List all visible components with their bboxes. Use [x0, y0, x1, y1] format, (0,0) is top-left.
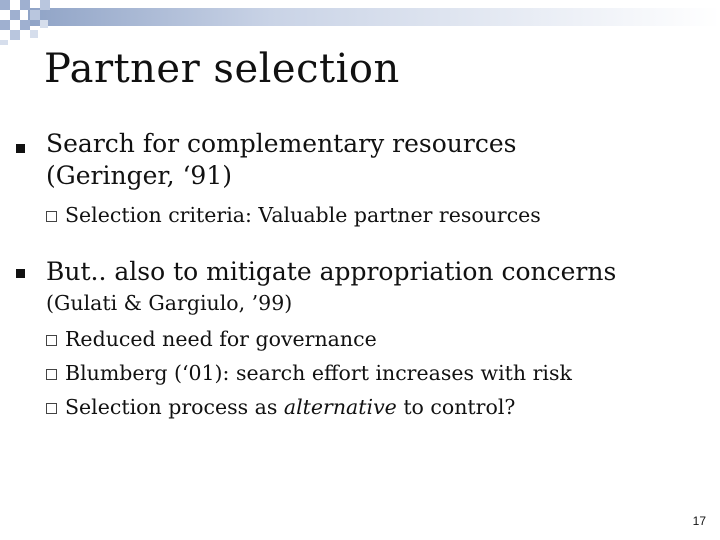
bullet-1-subitem-1	[46, 202, 541, 228]
bullet-1-line2: (Geringer, ‘91)	[46, 161, 232, 190]
bullet-2-citation: (Gulati & Gargiulo, ’99)	[46, 291, 293, 315]
checkbox-icon	[46, 335, 57, 346]
subitem-label-before: Selection process as	[65, 395, 284, 419]
checkbox-icon	[46, 211, 57, 222]
bullet-2-subitem-1	[46, 326, 377, 352]
page-number: 17	[692, 514, 706, 528]
bullet-2-line1: But.. also to mitigate appropriation concerns	[46, 257, 617, 286]
bullet-marker	[16, 144, 25, 153]
bullet-1-text	[46, 128, 516, 192]
bullet-marker	[16, 269, 25, 278]
checkbox-icon	[46, 403, 57, 414]
bullet-2-subitem-3	[46, 394, 515, 420]
bullet-2-subitem-2	[46, 360, 572, 386]
checkbox-icon	[46, 369, 57, 380]
subitem-label: Reduced need for governance	[65, 327, 377, 351]
subitem-label: Selection criteria: Valuable partner resources	[65, 203, 541, 227]
subitem-label-after: to control?	[396, 395, 516, 419]
header-decoration	[0, 0, 720, 45]
slide-title: Partner selection	[44, 46, 400, 92]
subitem-label-emphasis: alternative	[283, 395, 397, 419]
subitem-label: Blumberg (‘01): search effort increases with risk	[65, 361, 572, 385]
bullet-1-line1: Search for complementary resources	[46, 129, 517, 158]
